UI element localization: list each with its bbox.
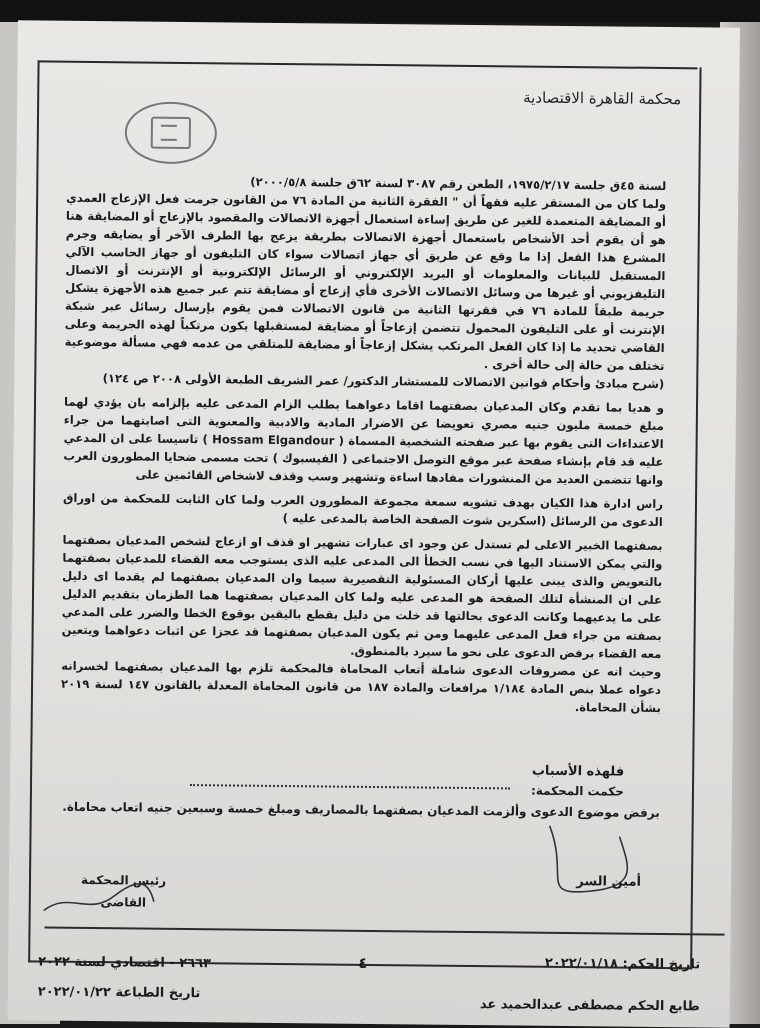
paragraph-reasoning: بصفتهما الخبير الاعلى لم تستدل عن وجود اى عبارات تشهير او قذف او ازعاج لشخص المدعيان بصفتهما والتي يمكن الاستناد اليها في نسب الخطأ الى المدعى عليه الذى يستوجب معه القضاء للمدعيان بصفتهما بالتعويض والذى يبنى عليها أركان المسئولية التقصيرية سيما وان المدعيان بصفتهما لم يقدما اى دليل على ان المنشأة لتلك الصفحة هو المدعى عليه ولما كان المدعيان بصفتهما هما الطزمان بتقديم الدليل على ما يدعيهما وكانت الدعوى بحالتها قد خلت من دليل يقطع باليقين بوقوع الخطا والضرر على المدعي بصفته من جراء فعل المدعى عليهما ومن ثم يكون المدعيان بصفتهما قد عجزا عن اثبات دعواهما ويتعين معه القضاء برفض الدعوى على نحو ما سيرد بالمنطوق. — [61, 532, 663, 661]
court-seal-icon — [125, 101, 218, 164]
judgment-body — [61, 171, 667, 717]
page-number: ٤ — [358, 953, 368, 972]
ruling-text: برفض موضوع الدعوى وألزمت المدعيان بصفتهما بالمصاريف ومبلغ خمسة وسبعين جنيه اتعاب محاماة. — [62, 799, 660, 820]
printer-name: طابع الحكم مصطفى عبدالحميد عد — [479, 997, 700, 1015]
paragraph-claim: و هديا بما تقدم وكان المدعيان بصفتهما اقاما دعواهما بطلب الزام المدعى عليه بإلزامه بان يؤدي لهما مبلغ خمسة مليون جنيه مصري تعويضا عن الاضرار المادية والادبية والمعنوية التى اصابتهما من جراء الاعتداءات التى يقوم بها عبر صفحته الشخصية المسماة ( Hossam Elgandour ) تاسيسا على ان المدعي عليه قد قام بإنشاء صفحة عبر موقع التوصل الاجتماعى ( الفيسبوك ) تحت مسمى ضحايا المطورون العرب وانها تتضمن العديد من المنشورات مفادها اساءة وتشهير وسب وقذف لاشخاص القائمين على — [63, 394, 665, 488]
ruling-subheading: حكمت المحكمة: — [530, 783, 625, 799]
seal-emblem — [151, 117, 191, 149]
secretary-signature-icon — [529, 816, 640, 907]
paragraph-costs: وحيث انه عن مصروفات الدعوى شاملة أتعاب المحاماة فالمحكمة تلزم بها المدعيان بصفتهما لخسرانه دعواه عملا بنص المادة ١/١٨٤ مرافعات والمادة ١٨٧ من قانون المحاماة المعدلة بالقانون ١٤٧ لسنة ٢٠١٩ بشأن المحاماة. — [61, 658, 662, 715]
court-name: محكمة القاهرة الاقتصادية — [523, 88, 682, 109]
case-number: ٢٦٦٣ - اقتصادي لسنة ٢٠٢٢ — [38, 954, 212, 972]
judgment-date: تاريخ الحكم: ٢٠٢٢/٠١/١٨ — [544, 955, 701, 973]
judge-label-line1: رئيس المحكمة — [80, 872, 167, 888]
paragraph-citation: (شرح مبادئ وأحكام قوانين الاتصالات للمستشار الدكتور/ عمر الشريف الطبعة الأولى ٢٠٠٨ ص ١٢٤) — [102, 371, 665, 392]
top-dark-strip — [0, 0, 760, 22]
judge-signature-icon — [39, 870, 160, 921]
paragraph-evidence: راس ادارة هذا الكيان بهدف تشويه سمعة مجموعة المطورون العرب ولما كان الثابت للمحكمة من اوراق الدعوى من الرسائل (اسكرين شوت الصفحة الخاصة بالمدعى عليه ) — [62, 490, 664, 529]
secretary-label: أمين السر — [576, 874, 642, 890]
judge-label-line2: القاضى — [100, 895, 147, 910]
document-page — [8, 20, 740, 1028]
paragraph-legal-basis: لسنة ٤٥ق جلسة ١٩٧٥/٢/١٧، الطعن رقم ٣٠٨٧ لسنة ٦٢ق جلسة ٢٠٠٠/٥/٨) ولما كان من المستقر عليه فقهاً أن " الفقرة الثانية من المادة ٧٦ من القانون جرمت فعل الإزعاج العمدي أو المضايقة المتعمدة للغير عن طريق إساءة استعمال أجهزة الاتصالات والمقصود بالإزعاج أو المضايقة هنا هو أن يقوم أحد الأشخاص باستعمال أجهزة الاتصالات بطريقة يزعج بها الطرف الآخر أو يضايقه وجرم المشرع هذا الفعل إذا ما وقع عن طريق أي جهاز اتصالات سواء كان التليفون أو جهاز الحاسب الآلي المستقبل للبيانات والمعلومات أو البريد الإلكتروني أو الرسائل الإلكترونية أو الإنترنت أو الاتصال التليفزيوني أو غيرها من وسائل الاتصالات الأخرى فأي إزعاج أو مضايقة تتم عبر جميع هذه الأجهزة يشكل جريمة طبقاً للمادة ٧٦ في فقرتها الثانية من قانون الاتصالات فمن يقوم بإرسال رسائل عبر شبكة الإنترنت أو على التليفون المحمول تتضمن إزعاجاً أو مضايقة لمستقبلها يكون مرتكباً لهذه الجريمة وعلى القاضي تحديد ما إذا كان الفعل المرتكب يشكل إزعاجاً أو مضايقة للمتلقي من عدمه فهي مسألة موضوعية تختلف من حالة إلى حالة أخرى . — [64, 174, 667, 374]
print-date: تاريخ الطباعة ٢٠٢٢/٠١/٢٢ — [37, 984, 201, 1002]
ruling-heading: فلهذه الأسباب — [531, 763, 625, 780]
